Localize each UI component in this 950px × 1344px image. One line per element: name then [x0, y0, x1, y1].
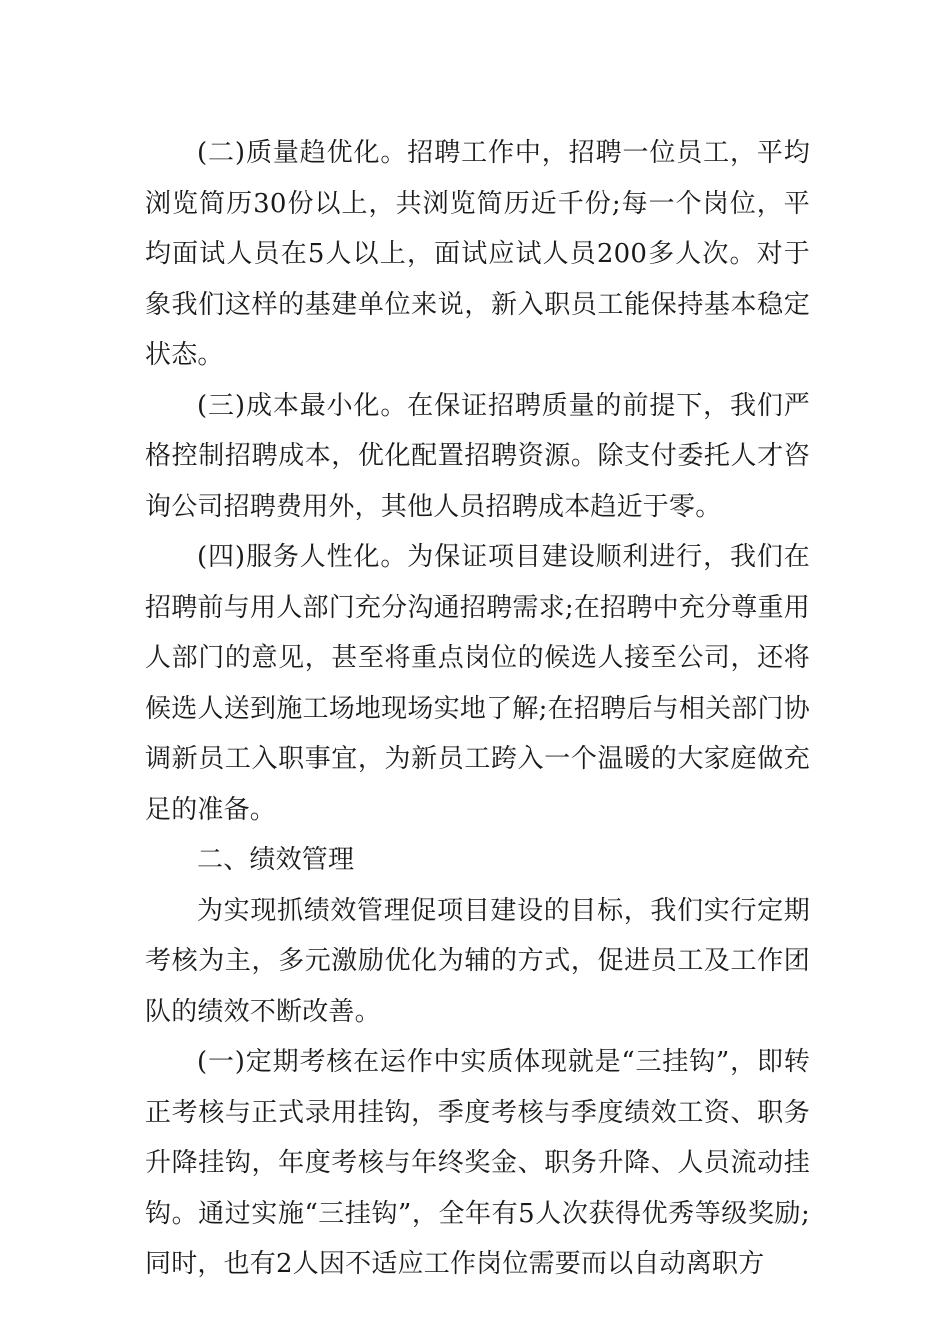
section-heading-performance: 二、绩效管理: [197, 845, 355, 875]
paragraph-performance-intro: 为实现抓绩效管理促项目建设的目标，我们实行定期考核为主，多元激励优化为辅的方式，促进员工及工作团队的绩效不断改善。: [145, 895, 810, 1027]
paragraph-cost: (三)成本最小化。在保证招聘质量的前提下，我们严格控制招聘成本，优化配置招聘资源。除支付委托人才咨询公司招聘费用外，其他人员招聘成本趋近于零。: [145, 390, 810, 522]
document-body: [145, 128, 810, 1290]
paragraph-regular-assessment: (一)定期考核在运作中实质体现就是“三挂钩”，即转正考核与正式录用挂钩，季度考核与季度绩效工资、职务升降挂钩，年度考核与年终奖金、职务升降、人员流动挂钩。通过实施“三挂钩”，全年有5人次获得优秀等级奖励;同时，也有2人因不适应工作岗位需要而以自动离职方: [145, 1047, 810, 1279]
paragraph-quality: (二)质量趋优化。招聘工作中，招聘一位员工，平均浏览简历30份以上，共浏览简历近千份;每一个岗位，平均面试人员在5人以上，面试应试人员200多人次。对于象我们这样的基建单位来说，新入职员工能保持基本稳定状态。: [145, 138, 810, 370]
paragraph-service: (四)服务人性化。为保证项目建设顺利进行，我们在招聘前与用人部门充分沟通招聘需求;在招聘中充分尊重用人部门的意见，甚至将重点岗位的候选人接至公司，还将候选人送到施工场地现场实地了解;在招聘后与相关部门协调新员工入职事宜，为新员工跨入一个温暖的大家庭做充足的准备。: [145, 542, 810, 825]
